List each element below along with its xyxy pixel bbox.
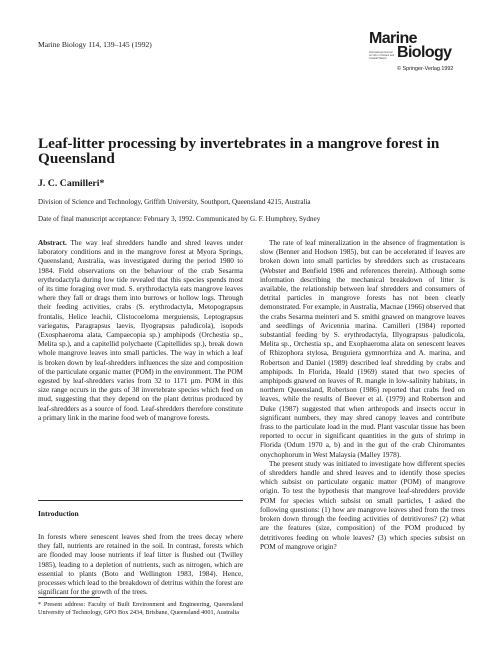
body-paragraph-2: The present study was initiated to investigate how different species of shredders handle and shred leaves and to identify those species which subsist on particulate organic matter (POM) of mangrove origin. To test the hypothesis that mangrove leaf-shredders provide POM for species which subsist on small particles, I asked the following questions: (1) how are mangrove leaves shed from the trees broken down through the feeding activities of detritivores? (2) what are the features (size, composition) of the POM produced by detritivores feeding on whole leaves? (3) which species subsist on POM of mangrove origin? <box>260 459 465 551</box>
logo-fine-print: International Journal on Life in Oceans and Coastal Waters <box>369 51 395 60</box>
footnote-divider <box>38 597 100 598</box>
acceptance-dates: Date of final manuscript acceptance: February 3, 1992. Communicated by G. F. Humphrey, Sydney <box>38 215 321 223</box>
section-divider <box>38 500 243 501</box>
abstract-text: The way leaf shredders handle and shred leaves under laboratory conditions and in the mangrove forest at Myora Springs, Queensland, Australia, was investigated during the period 1980 to 1984. Field observations on the behaviour of the crab Sesarma erythrodactyla during low tide revealed that this species spends most of its time foraging over mud. S. erythrodactyla eats mangrove leaves where they fall or drags them into burrows or hollow logs. Through their feeding activities, crabs (S. erythrodactyla, Metopograpsus frontalis, Helice leachii, Clistocoeloma merguiensis, Leptograpsus variegatus, Paragrapsus laevis, Ilyograpsus paludicola), isopods (Exosphaeroma alata, Campaecopia sp.) amphipods (Orchestia sp., Melita sp.), and a capitellid polychaete (Capitellides sp.), break down whole mangrove leaves into small particles. The way in which a leaf is broken down by leaf-shredders influences the size and composition of the particulate organic matter (POM) in the environment. The POM egested by leaf-shredders varies from 32 to 1171 µm. POM in this size range occurs in the guts of 38 invertebrate species which feed on mud, suggesting that they depend on the plant detritus produced by leaf-shredders as a source of food. Leaf-shredders therefore constitute a primary link in the marine food web of mangrove forests. <box>38 239 243 422</box>
introduction-heading: Introduction <box>38 509 79 518</box>
logo-line-1: Marine <box>369 30 417 47</box>
introduction-paragraph: In forests where senescent leaves shed from the trees decay where they fall, nutrients are retained in the soil. In contrast, forests which are flooded may loose nutrients if leaf litter is flushed out (Twilley 1985), leading to a depletion of nutrients, such as nitrogen, which are essential to plants (Boto and Wellington 1983, 1984). Hence, processes which lead to the breakdown of detritus within the forest are significant for the growth of the trees. <box>38 533 243 597</box>
right-column <box>260 239 465 552</box>
abstract-label: Abstract. <box>38 239 67 247</box>
logo-line-2: Biology <box>397 44 452 61</box>
article-author: J. C. Camilleri* <box>38 178 105 189</box>
author-affiliation: Division of Science and Technology, Griffith University, Southport, Queensland 4215, Australia <box>38 198 311 206</box>
body-paragraph-1: The rate of leaf mineralization in the absence of fragmentation is slow (Benner and Hodson 1985), but can be accelerated if leaves are broken down into small particles by shredders such as crustaceans (Webster and Benfield 1986 and references therein). Although some information describing the mechanical breakdown of litter is available, the relationship between leaf shredders and consumers of detrital particles in mangrove forests has not been clearly demonstrated. For example, in Australia, Macnae (1966) observed that the crabs Sesarma meinteri and S. smithi gnawed on mangrove leaves and seedlings of Avicennia marina. Camilleri (1984) reported substantial feeding by S. erythrodactyla, Illyograpsus paludicola, Melita sp., Orchestia sp., and Exophaeroma alata on senescent leaves of Rhizophora stylosa, Bruguiera gymnorrhiza and A. marina, and Robertson and Daniel (1989) described leaf shredding by crabs and amphipods. In Florida, Heald (1969) stated that two species of amphipods gnawed on leaves of R. mangle in low-salinity habitats, in northern Queensland, Robertson (1986) reported that crabs feed on leaves, while the results of Beever et al. (1979) and Robertson and Duke (1987) suggested that when arthropods and insects occur in significant numbers, they may shred canopy leaves and contribute frass to the particulate load in the mud. Plant vascular tissue has been reported to occur in significant quantities in the guts of shrimp in Florida (Odum 1970 a, b) and in the gut of the crab Chiromantes onychophorum in West Malaysia (Malley 1978). <box>260 239 465 459</box>
journal-logo <box>369 31 467 85</box>
article-title: Leaf-litter processing by invertebrates in a mangrove forest in Queensland <box>38 135 440 167</box>
logo-copyright: © Springer-Verlag 1992 <box>397 66 454 72</box>
abstract <box>38 239 243 423</box>
abstract-paragraph <box>38 239 243 423</box>
author-footnote: * Present address: Faculty of Built Environment and Engineering, Queensland University of Technology, GPO Box 2434, Brisbane, Queensland 4001, Australia <box>38 601 243 616</box>
introduction-body <box>38 533 243 597</box>
journal-citation: Marine Biology 114, 139–145 (1992) <box>38 40 152 49</box>
